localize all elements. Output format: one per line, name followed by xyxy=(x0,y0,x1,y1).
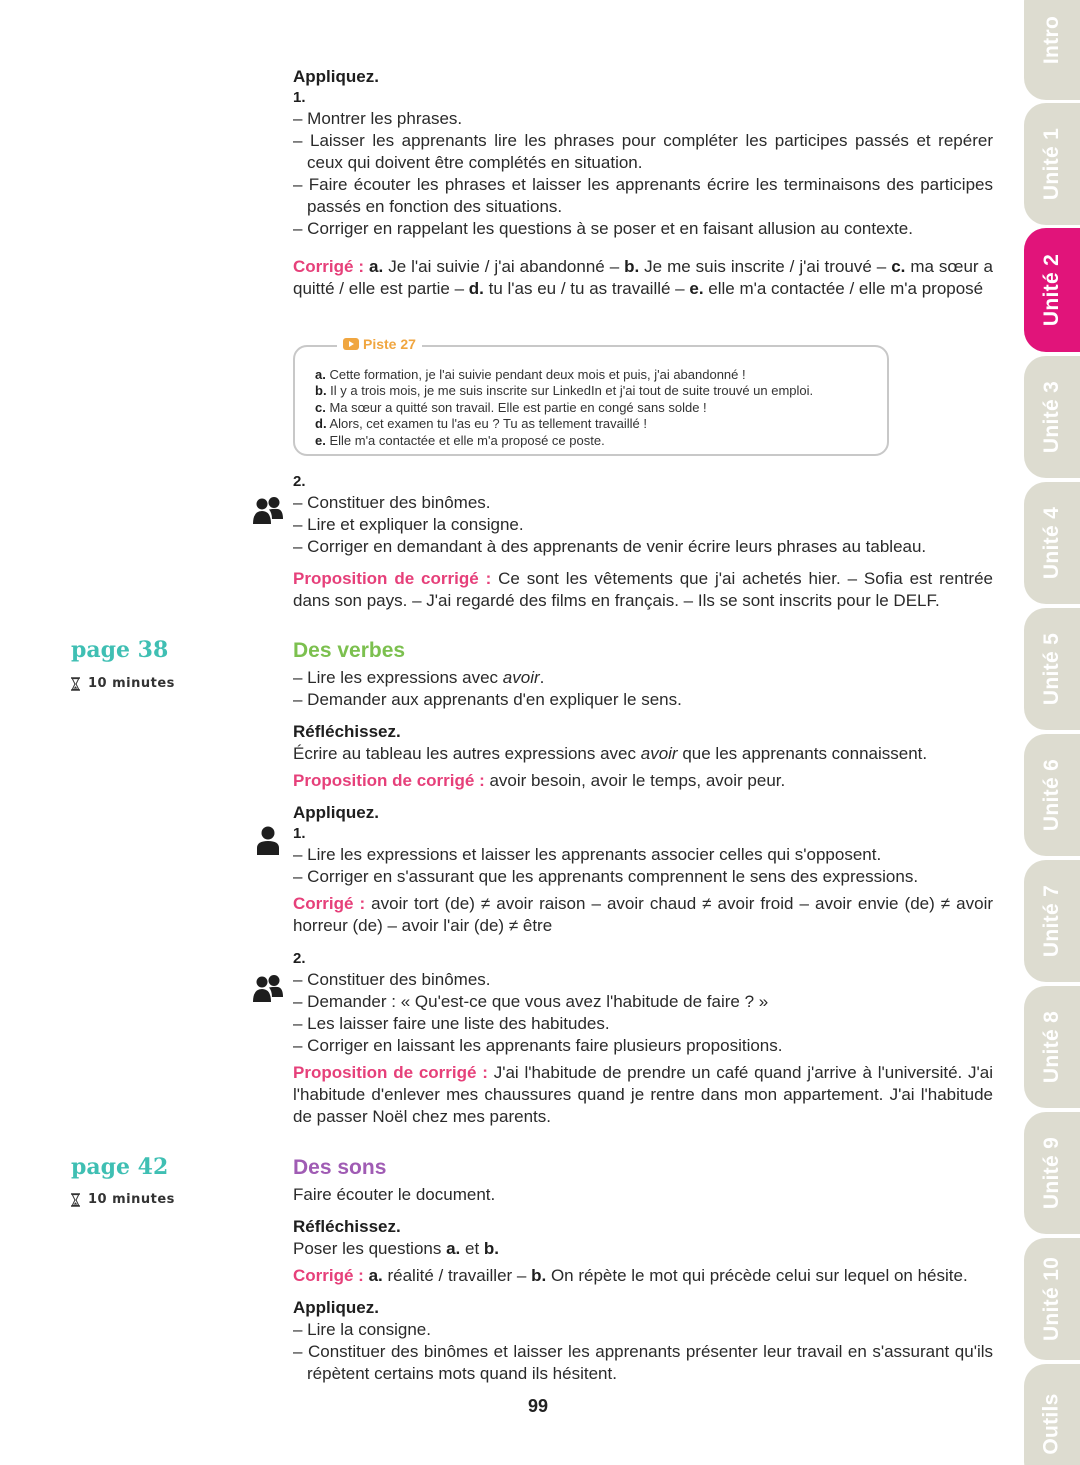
appliquez-heading: Appliquez. xyxy=(293,1298,379,1317)
tab-unite-8[interactable]: Unité 8 xyxy=(1024,986,1080,1108)
tab-unite-3[interactable]: Unité 3 xyxy=(1024,356,1080,478)
section-des-verbes xyxy=(293,638,993,1128)
item-number: 1. xyxy=(293,825,306,842)
page-number: 99 xyxy=(528,1396,549,1416)
page-reference: page 42 xyxy=(71,1154,169,1180)
pair-work-icon xyxy=(252,497,284,525)
answer-text: elle m'a contactée / elle m'a proposé xyxy=(703,279,984,298)
tab-unite-9[interactable]: Unité 9 xyxy=(1024,1112,1080,1234)
step: – Demander aux apprenants d'en expliquer le sens. xyxy=(293,690,682,709)
tab-unite-4[interactable]: Unité 4 xyxy=(1024,482,1080,604)
appliquez-heading: Appliquez. xyxy=(293,67,379,86)
transcript-lines xyxy=(315,367,813,449)
duration xyxy=(71,1192,175,1207)
hourglass-icon xyxy=(71,1193,80,1207)
appliquez-heading: Appliquez. xyxy=(293,803,379,822)
item-number: 1. xyxy=(293,89,306,106)
page-reference: page 38 xyxy=(71,637,169,663)
answer-text: tu l'as eu / tu as travaillé – xyxy=(483,279,690,298)
step: – Laisser les apprenants lire les phrases pour compléter les participes passés et repérer ceux qui doivent être complétés en situation. xyxy=(293,131,993,172)
transcript-line: e. Elle m'a contactée et elle m'a proposé ce poste. xyxy=(315,432,605,448)
step: – Lire et expliquer la consigne. xyxy=(293,515,524,534)
tab-intro[interactable]: Intro xyxy=(1024,0,1080,100)
individual-work-icon xyxy=(256,826,280,856)
duration-text: 10 minutes xyxy=(88,676,175,691)
section-title: Des sons xyxy=(293,1156,387,1179)
step: – Constituer des binômes. xyxy=(293,493,491,512)
tab-unite-6[interactable]: Unité 6 xyxy=(1024,734,1080,856)
duration-text: 10 minutes xyxy=(88,1192,175,1207)
pair-work-icon xyxy=(252,975,284,1003)
proposition-paragraph: Proposition de corrigé : J'ai l'habitude de prendre un café quand j'arrive à l'université. J'ai l'habitude d'enlever mes chaussures quand je rentre dans mon appartement. J'ai l'habitude de passer Noël chez mes parents. xyxy=(293,1063,994,1126)
step: – Demander : « Qu'est-ce que vous avez l'habitude de faire ? » xyxy=(293,992,769,1011)
corrige-paragraph: Corrigé : a. réalité / travailler – b. On répète le mot qui précède celui sur lequel on hésite. xyxy=(293,1266,968,1285)
answer-letter: c. xyxy=(891,257,906,276)
step: – Corriger en laissant les apprenants faire plusieurs propositions. xyxy=(293,1036,783,1055)
section-des-sons xyxy=(293,1155,993,1385)
answer-text: Je me suis inscrite / j'ai trouvé – xyxy=(639,257,892,276)
transcript-line: b. Il y a trois mois, je me suis inscrite sur LinkedIn et j'ai tout de suite trouvé un emploi. xyxy=(315,383,814,399)
answer-text: Je l'ai suivie / j'ai abandonné – xyxy=(383,257,625,276)
play-icon[interactable] xyxy=(343,338,359,350)
duration xyxy=(71,676,175,691)
transcript-line: a. Cette formation, je l'ai suivie pendant deux mois et puis, j'ai abandonné ! xyxy=(315,367,746,382)
tab-unite-5[interactable]: Unité 5 xyxy=(1024,608,1080,730)
proposition-text: Ce sont les vêtements que j'ai achetés hier. – Sofia est rentrée dans son pays. – J'ai regardé des films en français. – Ils se sont inscrits pour le DELF. xyxy=(293,569,993,610)
step: – Corriger en rappelant les questions à se poser et en faisant allusion au contexte. xyxy=(293,219,913,238)
answer-text: ma sœur a quitté / elle est partie – xyxy=(293,257,993,298)
audio-track-label[interactable] xyxy=(337,336,422,352)
tab-unite-1[interactable]: Unité 1 xyxy=(1024,103,1080,225)
corrige-label: Corrigé : xyxy=(293,257,365,276)
transcript-line: d. Alors, cet examen tu l'as eu ? Tu as tellement travaillé ! xyxy=(315,416,647,432)
step: – Constituer des binômes et laisser les apprenants présenter leur travail en s'assurant qu'ils répètent certains mots quand ils hésitent. xyxy=(293,1342,993,1383)
reflect-text: Poser les questions a. et b. xyxy=(293,1239,500,1258)
step: – Lire les expressions et laisser les apprenants associer celles qui s'opposent. xyxy=(293,845,882,864)
corrige-paragraph xyxy=(293,256,993,300)
corrige-paragraph: Corrigé : avoir tort (de) ≠ avoir raison – avoir chaud ≠ avoir froid – avoir envie (de) ≠ avoir horreur (de) – avoir l'air (de) ≠ être xyxy=(293,894,994,935)
answer-letter: b. xyxy=(624,257,640,276)
proposition-label: Proposition de corrigé : xyxy=(293,569,492,588)
tab-unite-10[interactable]: Unité 10 xyxy=(1024,1238,1080,1360)
answer-letter: d. xyxy=(468,279,484,298)
tab-unite-2[interactable]: Unité 2 xyxy=(1024,228,1080,352)
section-title: Des verbes xyxy=(293,639,406,662)
tab-unite-7[interactable]: Unité 7 xyxy=(1024,860,1080,982)
track-name: Piste 27 xyxy=(363,336,416,352)
answer-letter: a. xyxy=(369,257,384,276)
step: – Constituer des binômes. xyxy=(293,970,491,989)
proposition-paragraph: Proposition de corrigé : avoir besoin, avoir le temps, avoir peur. xyxy=(293,771,786,790)
step: – Corriger en demandant à des apprenants de venir écrire leurs phrases au tableau. xyxy=(293,537,927,556)
step: – Lire la consigne. xyxy=(293,1320,431,1339)
proposition-paragraph xyxy=(293,568,993,612)
item-number: 2. xyxy=(293,950,306,967)
section-exercise-2 xyxy=(293,472,993,612)
step: – Montrer les phrases. xyxy=(293,109,463,128)
step: – Les laisser faire une liste des habitudes. xyxy=(293,1014,610,1033)
answer-letter: e. xyxy=(689,279,704,298)
reflechissez-heading: Réfléchissez. xyxy=(293,722,401,741)
audio-transcript-box xyxy=(293,336,889,456)
step: – Faire écouter les phrases et laisser les apprenants écrire les terminaisons des participes passés en fonction des situations. xyxy=(293,175,993,216)
intro-text: Faire écouter le document. xyxy=(293,1185,496,1204)
item-number: 2. xyxy=(293,473,306,490)
unit-tabs xyxy=(1024,0,1080,1465)
reflechissez-heading: Réfléchissez. xyxy=(293,1217,401,1236)
reflect-text: Écrire au tableau les autres expressions avec avoir que les apprenants connaissent. xyxy=(293,744,928,763)
step: – Lire les expressions avec avoir. xyxy=(293,668,545,687)
hourglass-icon xyxy=(71,677,80,691)
step: – Corriger en s'assurant que les apprenants comprennent le sens des expressions. xyxy=(293,867,919,886)
transcript-line: c. Ma sœur a quitté son travail. Elle est partie en congé sans solde ! xyxy=(315,399,707,415)
section-appliquez-1 xyxy=(293,66,993,300)
tab-outils[interactable]: Outils xyxy=(1024,1364,1080,1465)
